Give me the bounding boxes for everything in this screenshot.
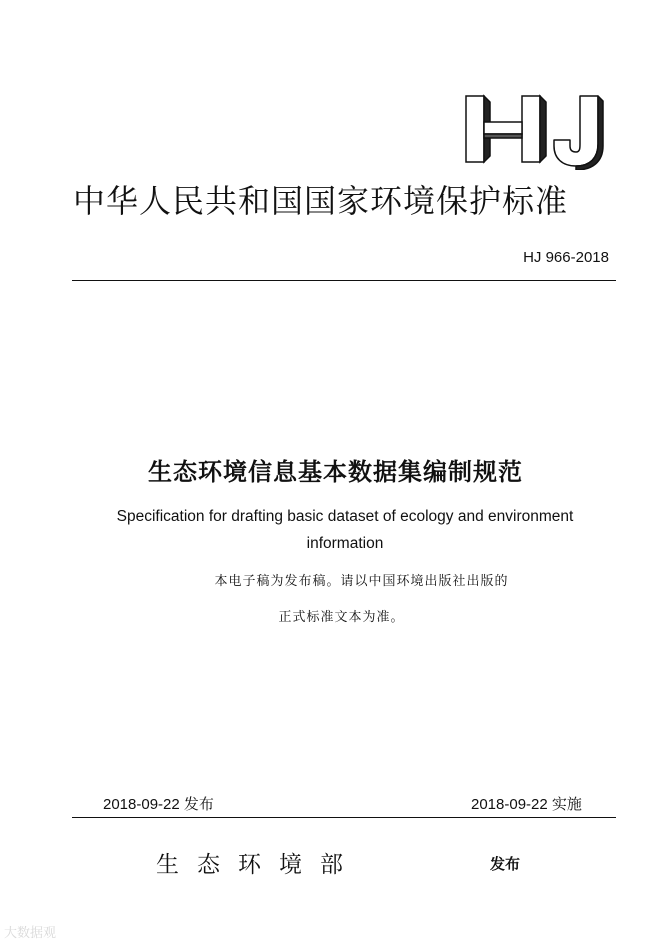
watermark-text: 大数据观	[4, 926, 57, 941]
notice-line-1: 本电子稿为发布稿。请以中国环境出版社出版的	[214, 574, 509, 589]
issuer-name: 生态环境部	[156, 852, 361, 878]
notice-line-2: 正式标准文本为准。	[278, 610, 405, 625]
chinese-title: 生态环境信息基本数据集编制规范	[148, 458, 523, 486]
english-title: Specification for drafting basic dataset of ecology and environment information	[116, 508, 574, 552]
organization-title: 中华人民共和国国家环境保护标准	[73, 182, 569, 220]
header-divider	[72, 280, 616, 281]
watermark	[4, 922, 56, 941]
issue-date: 2018-09-22 发布	[103, 796, 214, 813]
issuer-action: 发布	[490, 855, 521, 873]
hj-logo	[462, 90, 607, 170]
implementation-date: 2018-09-22 实施	[471, 796, 582, 813]
footer-divider	[72, 817, 616, 818]
standard-number: HJ 966-2018	[523, 249, 609, 266]
